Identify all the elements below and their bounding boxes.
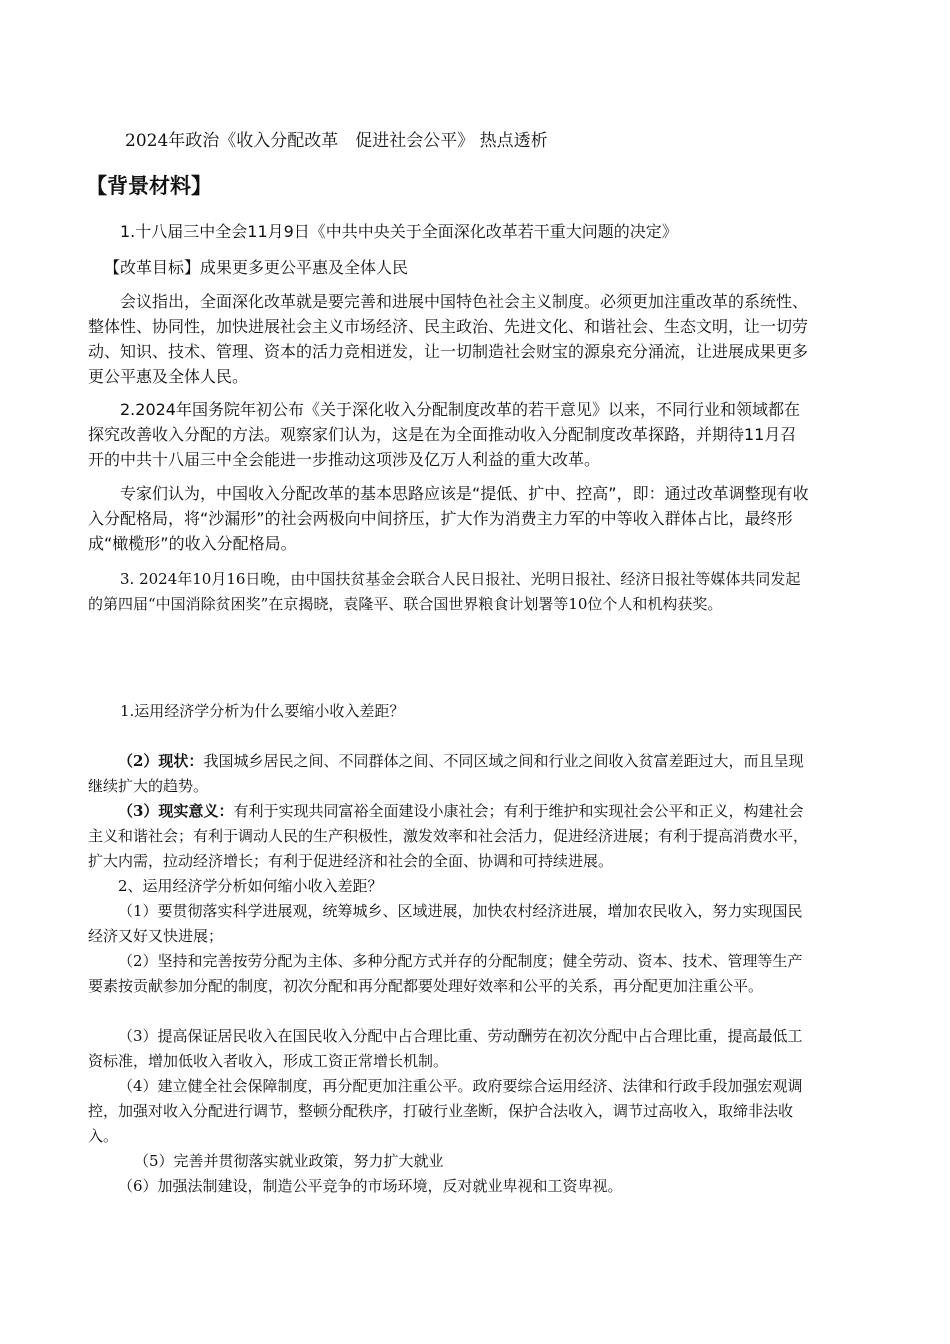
background-paragraph-3: 专家们认为，中国收入分配改革的基本思路应该是“提低、扩中、控高”，即：通过改革调整现有收入分配格局，将“沙漏形”的社会两极向中间挤压，扩大作为消费主力军的中等收入群体占比，最终形成“橄榄形”的收入分配格局。	[88, 484, 809, 553]
question-1: 1.运用经济学分析为什么要缩小收入差距？	[120, 702, 405, 720]
status-label: （2）现状：	[118, 752, 204, 770]
background-paragraph-1: 会议指出，全面深化改革就是要完善和进展中国特色社会主义制度。必须更加注重改革的系统性、整体性、协同性，加快进展社会主义市场经济、民主政治、先进文化、和谐社会、生态文明，让一切劳动、知识、技术、管理、资本的活力竞相迸发，让一切制造社会财宝的源泉充分涌流，让进展成果更多更公平惠及全体人民。	[88, 292, 809, 386]
reform-goal: 【改革目标】成果更多更公平惠及全体人民	[104, 258, 409, 277]
status-paragraph	[88, 749, 810, 799]
background-item-1-title: 1.十八届三中全会11月9日《中共中央关于全面深化改革若干重大问题的决定》	[120, 222, 678, 241]
measure-4: （4）建立健全社会保障制度，再分配更加注重公平。政府要综合运用经济、法律和行政手段加强宏观调控，加强对收入分配进行调节，整顿分配秩序，打破行业垄断，保护合法收入，调节过高收入，取缔非法收入。	[88, 1077, 803, 1145]
measure-2: （2）坚持和完善按劳分配为主体、多种分配方式并存的分配制度；健全劳动、资本、技术、管理等生产要素按贡献参加分配的制度，初次分配和再分配都要处理好效率和公平的关系，再分配更加注重公平。	[88, 952, 803, 995]
measure-5: （5）完善并贯彻落实就业政策，努力扩大就业	[134, 1152, 444, 1170]
section-heading-background: 【背景材料】	[86, 174, 212, 198]
measure-3: （3）提高保证居民收入在国民收入分配中占合理比重、劳动酬劳在初次分配中占合理比重，提高最低工资标准，增加低收入者收入，形成工资正常增长机制。	[88, 1027, 803, 1070]
question-2: 2、运用经济学分析如何缩小收入差距？	[118, 877, 383, 895]
background-paragraph-4: 3. 2024年10月16日晚，由中国扶贫基金会联合人民日报社、光明日报社、经济日报社等媒体共同发起的第四届“中国消除贫困奖”在京揭晓，袁隆平、联合国世界粮食计划署等10位个人和机构获奖。	[88, 570, 801, 613]
status-text: 我国城乡居民之间、不同群体之间、不同区域之间和行业之间收入贫富差距过大，而且呈现继续扩大的趋势。	[88, 752, 804, 795]
meaning-label: （3）现实意义：	[118, 802, 234, 820]
document-title: 2024年政治《收入分配改革 促进社会公平》 热点透析	[125, 131, 548, 151]
background-paragraph-2: 2.2024年国务院年初公布《关于深化收入分配制度改革的若干意见》以来，不同行业和领域都在探究改善收入分配的方法。观察家们认为，这是在为全面推动收入分配制度改革探路，并期待11月召开的中共十八届三中全会能进一步推动这项涉及亿万人利益的重大改革。	[88, 400, 800, 469]
meaning-text: 有利于实现共同富裕全面建设小康社会；有利于维护和实现社会公平和正义，构建社会主义和谐社会；有利于调动人民的生产积极性，激发效率和社会活力，促进经济进展；有利于提高消费水平，扩大内需，拉动经济增长；有利于促进经济和社会的全面、协调和可持续进展。	[88, 802, 809, 870]
measure-1: （1）要贯彻落实科学进展观，统筹城乡、区域进展，加快农村经济进展，增加农民收入，努力实现国民经济又好又快进展；	[88, 902, 803, 945]
meaning-paragraph	[88, 799, 810, 874]
measure-6: （6）加强法制建设，制造公平竞争的市场环境，反对就业卑视和工资卑视。	[118, 1177, 623, 1195]
